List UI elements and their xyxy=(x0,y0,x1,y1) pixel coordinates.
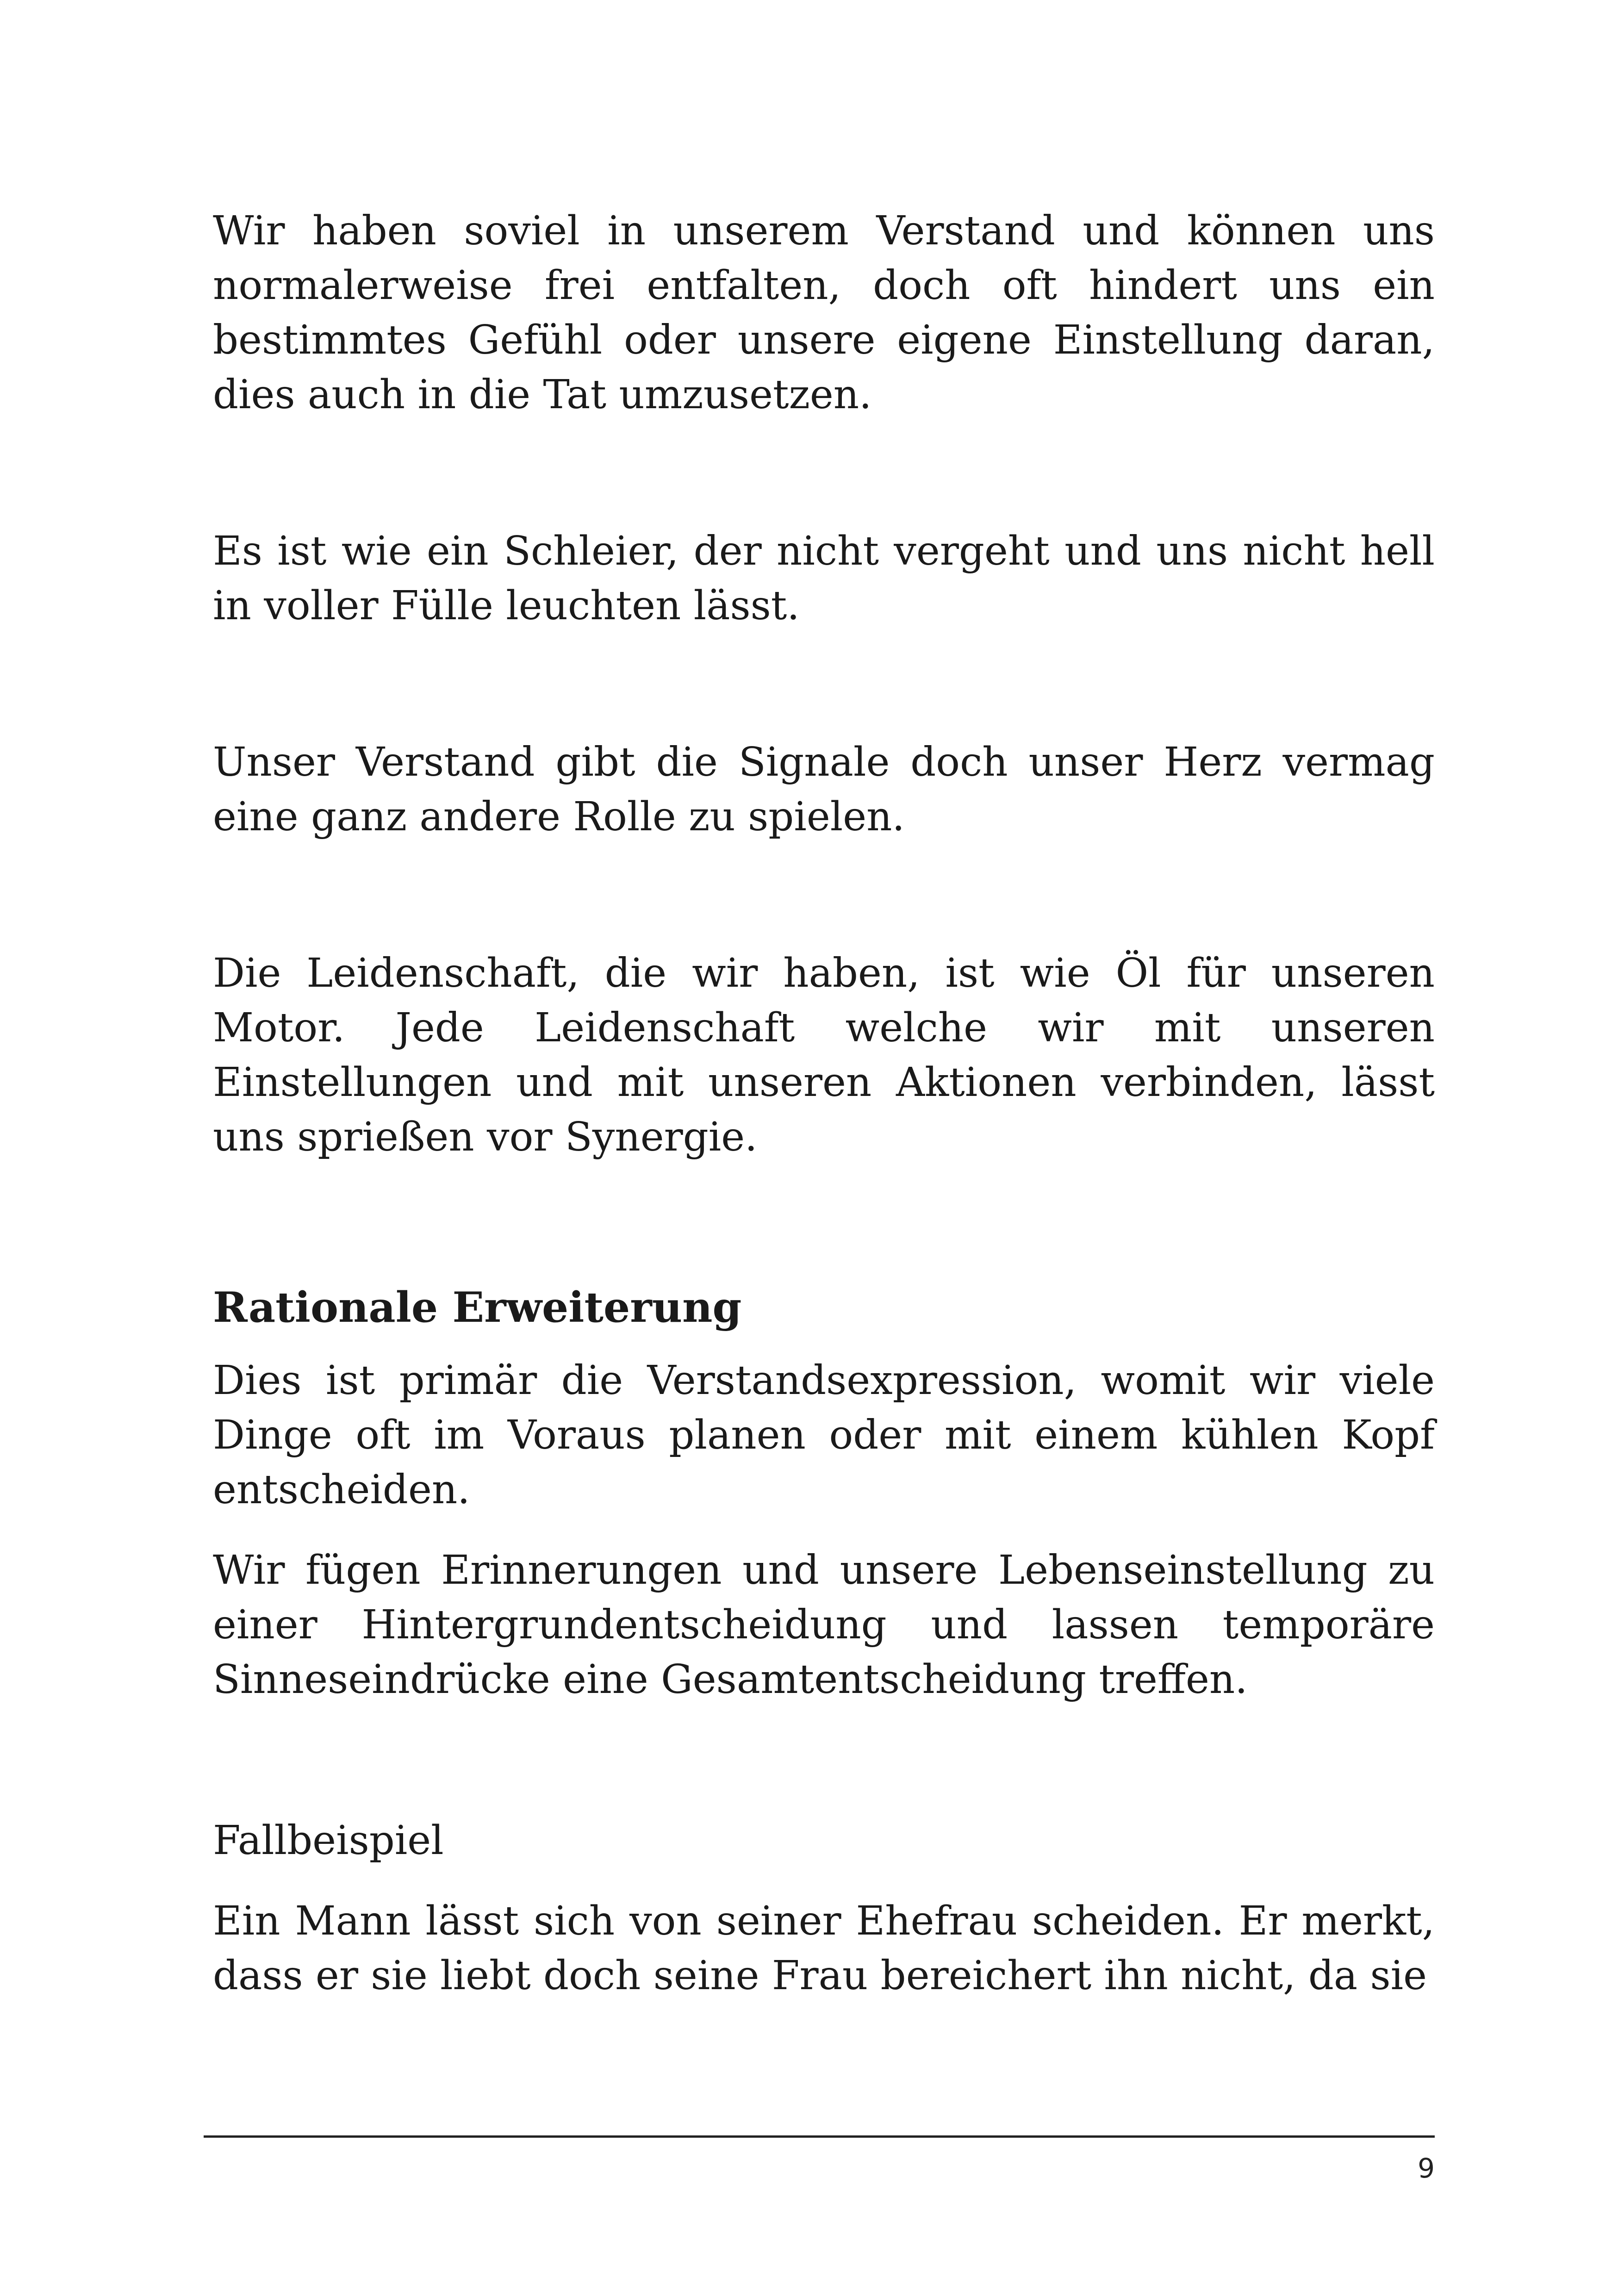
subheading-fallbeispiel: Fallbeispiel xyxy=(213,1817,444,1864)
paragraph-verstandsexpression: Dies ist primär die Verstandsexpression, womit wir viele Dinge oft im Voraus planen oder mit einem kühlen Kopf entscheiden. xyxy=(213,1357,1435,1513)
page-number: 9 xyxy=(1418,2153,1435,2184)
paragraph-fallbeispiel: Ein Mann lässt sich von seiner Ehefrau scheiden. Er merkt, dass er sie liebt doch seine Frau bereichert ihn nicht, da sie xyxy=(213,1898,1435,1999)
paragraph-erinnerungen: Wir fügen Erinnerungen und unsere Lebenseinstellung zu einer Hintergrundentscheidung und lassen temporäre Sinneseindrücke eine Gesamtentscheidung treffen. xyxy=(213,1547,1435,1703)
footer-divider xyxy=(204,2135,1435,2138)
paragraph-signale: Unser Verstand gibt die Signale doch unser Herz vermag eine ganz andere Rolle zu spielen. xyxy=(213,739,1435,840)
page-body xyxy=(213,204,1435,2003)
paragraph-schleier: Es ist wie ein Schleier, der nicht vergeht und uns nicht hell in voller Fülle leuchten lässt. xyxy=(213,528,1435,629)
section-heading-rationale-erweiterung: Rationale Erweiterung xyxy=(213,1283,742,1332)
paragraph-verstand: Wir haben soviel in unserem Verstand und können uns normalerweise frei entfalten, doch oft hindert uns ein bestimmtes Gefühl oder unsere eigene Einstellung daran, dies auch in die Tat umzusetzen. xyxy=(213,208,1435,418)
paragraph-leidenschaft: Die Leidenschaft, die wir haben, ist wie Öl für unseren Motor. Jede Leidenschaft welche wir mit unseren Einstellungen und mit unseren Aktionen verbinden, lässt uns sprießen vor Synergie. xyxy=(213,950,1435,1160)
